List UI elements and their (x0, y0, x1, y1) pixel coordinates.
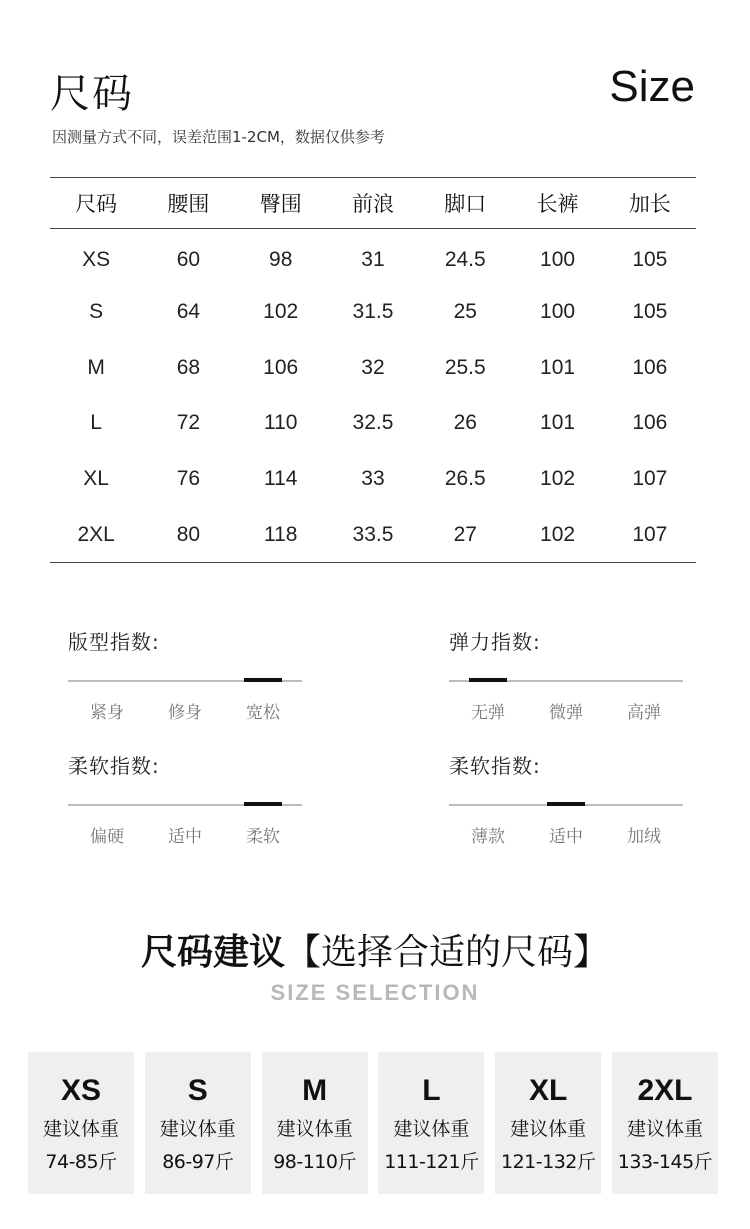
index-title: 弹力指数: (449, 630, 541, 654)
table-cell: XL (83, 467, 109, 491)
card-size: L (422, 1074, 441, 1107)
table-cell: 100 (540, 247, 576, 271)
table-cell: 24.5 (444, 247, 486, 271)
index-option: 适中 (168, 827, 202, 847)
column-header: 臀围 (259, 192, 302, 216)
card-size: XS (60, 1074, 102, 1107)
table-cell: L (90, 411, 102, 435)
index-option: 高弹 (627, 703, 661, 723)
index-title: 版型指数: (68, 630, 160, 654)
index-option: 加绒 (627, 827, 661, 847)
thickness-index (449, 750, 683, 847)
size-card (145, 1052, 251, 1194)
card-label: 建议体重 (159, 1118, 236, 1140)
table-cell: 26 (453, 411, 477, 435)
card-label: 建议体重 (276, 1118, 353, 1140)
table-cell: 107 (632, 467, 668, 491)
table-row (50, 507, 696, 563)
card-size: XL (529, 1074, 568, 1107)
size-card (262, 1052, 368, 1194)
card-weight-range: 74-85斤 (45, 1151, 117, 1173)
size-selection-title-bold: 尺码建议 (140, 932, 285, 973)
table-cell: 32 (361, 355, 385, 379)
card-size: S (187, 1074, 208, 1107)
table-cell: 76 (176, 467, 201, 491)
table-cell: 60 (176, 247, 201, 271)
table-cell: 106 (632, 355, 668, 379)
size-card (612, 1052, 718, 1194)
softness-index (68, 750, 302, 847)
table-cell: 25 (453, 300, 477, 324)
column-header: 脚口 (444, 192, 487, 216)
table-cell: 107 (632, 522, 668, 546)
table-row (50, 229, 696, 285)
table-cell: 102 (263, 300, 299, 324)
table-cell: 33.5 (352, 522, 394, 546)
index-option: 修身 (168, 703, 202, 723)
size-card (495, 1052, 601, 1194)
size-selection-subtitle: SIZE SELECTION (270, 980, 480, 1005)
index-option: 无弹 (471, 703, 505, 723)
table-row (50, 340, 696, 396)
index-scale-bar (68, 804, 302, 806)
index-scale-bar (449, 804, 683, 806)
table-cell: 102 (540, 467, 576, 491)
table-cell: 106 (263, 355, 299, 379)
index-scale-bar (449, 680, 683, 682)
index-selected-marker (547, 802, 585, 806)
index-selected-marker (244, 678, 282, 682)
card-size: M (302, 1074, 328, 1107)
table-cell: 31 (361, 247, 385, 271)
card-weight-range: 98-110斤 (273, 1151, 356, 1173)
size-selection-title (0, 924, 750, 975)
index-option: 微弹 (549, 703, 583, 723)
table-cell: 2XL (77, 522, 115, 546)
page-title-cn: 尺码 (50, 71, 134, 117)
card-label: 建议体重 (510, 1118, 587, 1140)
table-cell: 26.5 (444, 467, 486, 491)
index-option: 宽松 (246, 703, 280, 723)
index-option: 紧身 (90, 703, 124, 723)
column-header: 尺码 (75, 192, 118, 216)
column-header: 加长 (628, 192, 671, 216)
table-cell: 118 (263, 522, 298, 546)
index-option: 柔软 (246, 827, 280, 847)
index-option: 适中 (549, 827, 583, 847)
card-weight-range: 111-121斤 (384, 1151, 479, 1173)
card-label: 建议体重 (393, 1118, 470, 1140)
table-cell: 80 (176, 522, 201, 546)
table-cell: 98 (269, 247, 293, 271)
index-selected-marker (244, 802, 282, 806)
card-label: 建议体重 (626, 1118, 703, 1140)
card-weight-range: 133-145斤 (617, 1151, 713, 1173)
table-cell: 106 (632, 411, 668, 435)
index-selected-marker (469, 678, 507, 682)
size-suggestion-cards (28, 1052, 718, 1194)
size-card (28, 1052, 134, 1194)
card-weight-range: 86-97斤 (162, 1151, 234, 1173)
table-row (50, 284, 696, 340)
size-selection-title-rest: 【选择合适的尺码】 (285, 932, 610, 973)
fit-index (68, 626, 302, 723)
column-header: 前浪 (351, 192, 394, 216)
table-cell: 27 (453, 522, 477, 546)
index-scale-bar (68, 680, 302, 682)
size-card (378, 1052, 484, 1194)
table-cell: 33 (361, 467, 385, 491)
table-cell: 68 (176, 355, 201, 379)
table-cell: S (89, 300, 104, 324)
table-cell: 64 (176, 300, 201, 324)
table-cell: 31.5 (352, 300, 394, 324)
stretch-index (449, 626, 683, 723)
table-cell: 101 (540, 411, 576, 435)
table-cell: 32.5 (352, 411, 394, 435)
size-chart-table (50, 177, 696, 563)
card-label: 建议体重 (42, 1118, 119, 1140)
table-cell: 114 (263, 467, 298, 491)
table-cell: 102 (540, 522, 576, 546)
index-title: 柔软指数: (68, 754, 160, 778)
table-cell: 105 (632, 247, 668, 271)
table-row (50, 451, 696, 507)
page-title-en: Size (609, 62, 695, 111)
table-cell: 105 (632, 300, 668, 324)
index-option: 薄款 (471, 827, 505, 847)
table-cell: 25.5 (444, 355, 486, 379)
table-header-row (50, 178, 696, 229)
card-weight-range: 121-132斤 (500, 1151, 596, 1173)
index-option: 偏硬 (90, 827, 124, 847)
table-cell: XS (82, 247, 111, 271)
table-cell: 110 (263, 411, 298, 435)
column-header: 腰围 (167, 192, 210, 216)
measurement-note: 因测量方式不同，误差范围1-2CM，数据仅供参考 (52, 128, 385, 146)
table-cell: 72 (176, 411, 201, 435)
column-header: 长裤 (536, 192, 579, 216)
table-row (50, 396, 696, 452)
table-cell: M (87, 355, 105, 379)
table-cell: 101 (540, 355, 576, 379)
index-title: 柔软指数: (449, 754, 541, 778)
table-cell: 100 (540, 300, 576, 324)
card-size: 2XL (637, 1074, 693, 1107)
